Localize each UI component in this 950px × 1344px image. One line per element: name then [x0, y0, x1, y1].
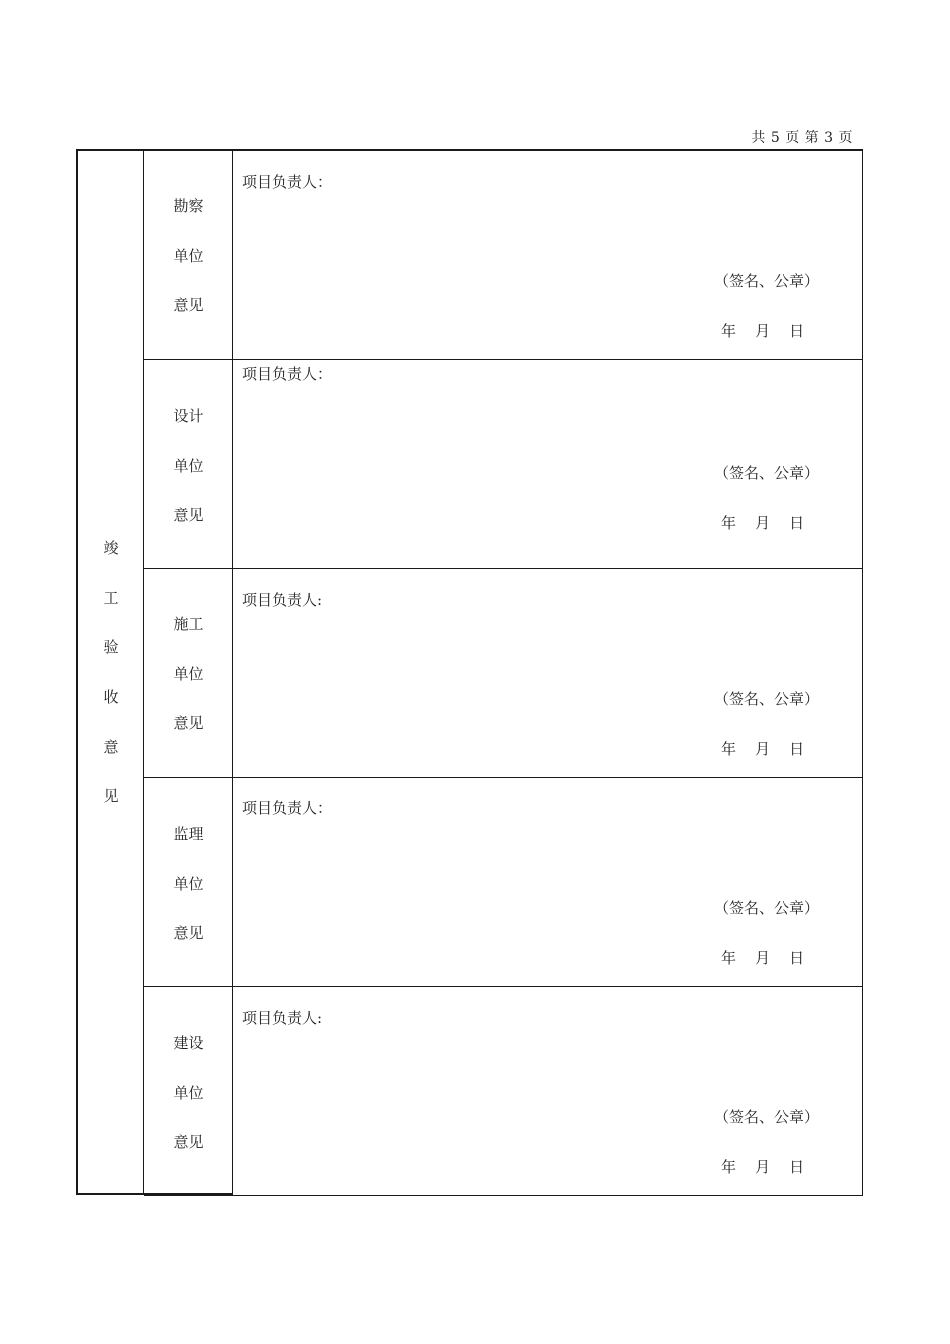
section-label-cell: [144, 360, 233, 568]
acceptance-opinion-form: [76, 149, 863, 1195]
opinion-field[interactable]: [233, 987, 863, 1195]
project-leader-label: 项目负责人：: [242, 365, 333, 383]
section-label-line: 监理: [173, 825, 204, 843]
signature-seal-label: （签名、公章）: [714, 690, 820, 708]
section-label-cell: [144, 151, 233, 359]
section-label-line: 单位: [173, 1083, 204, 1102]
date-label: 年 月 日: [721, 949, 805, 967]
project-leader-label: 项目负责人：: [242, 799, 333, 817]
opinion-field[interactable]: [233, 569, 863, 777]
section-label-line: 单位: [173, 246, 204, 265]
date-label: 年 月 日: [721, 322, 805, 340]
outer-label-char: 意: [103, 737, 119, 756]
section-label-line: 意见: [173, 296, 204, 315]
date-label: 年 月 日: [721, 514, 805, 532]
page-indicator: 共 5 页 第 3 页: [751, 130, 853, 146]
signature-seal-label: （签名、公章）: [714, 1108, 820, 1126]
outer-bottom-border: [76, 1193, 232, 1195]
completion-acceptance-label-column: [78, 151, 144, 1195]
opinion-field[interactable]: [233, 778, 863, 986]
design-unit-section: [144, 360, 863, 569]
outer-label-char: 收: [103, 688, 119, 707]
construction-unit-section: [144, 569, 863, 778]
section-label-line: 单位: [173, 456, 204, 475]
section-label-line: 设计: [173, 407, 204, 425]
project-leader-label: 项目负责人:: [242, 591, 323, 609]
opinion-field[interactable]: [233, 360, 863, 568]
section-label-line: 意见: [173, 924, 204, 943]
section-label-line: 意见: [173, 506, 204, 525]
section-label-line: 勘察: [173, 197, 204, 215]
outer-label-char: 见: [103, 787, 119, 806]
section-label-line: 单位: [173, 664, 204, 683]
section-label-cell: [144, 569, 233, 777]
owner-unit-section: [144, 987, 863, 1196]
section-label-cell: [144, 987, 233, 1195]
supervision-unit-section: [144, 778, 863, 987]
signature-seal-label: （签名、公章）: [714, 272, 820, 290]
date-label: 年 月 日: [721, 1158, 805, 1176]
section-label-cell: [144, 778, 233, 986]
section-label-line: 建设: [173, 1034, 204, 1052]
outer-label-char: 验: [103, 638, 119, 657]
outer-label-char: 竣: [103, 539, 119, 557]
opinion-field[interactable]: [233, 151, 863, 359]
survey-unit-section: [144, 151, 863, 360]
signature-seal-label: （签名、公章）: [714, 899, 820, 917]
project-leader-label: 项目负责人:: [242, 1009, 323, 1027]
signature-seal-label: （签名、公章）: [714, 464, 820, 482]
outer-label-char: 工: [103, 588, 119, 607]
section-label-line: 意见: [173, 1133, 204, 1152]
section-label-line: 施工: [173, 615, 204, 633]
section-label-line: 意见: [173, 714, 204, 733]
date-label: 年 月 日: [721, 740, 805, 758]
section-label-line: 单位: [173, 874, 204, 893]
completion-acceptance-label: [78, 536, 144, 834]
project-leader-label: 项目负责人：: [242, 173, 333, 191]
